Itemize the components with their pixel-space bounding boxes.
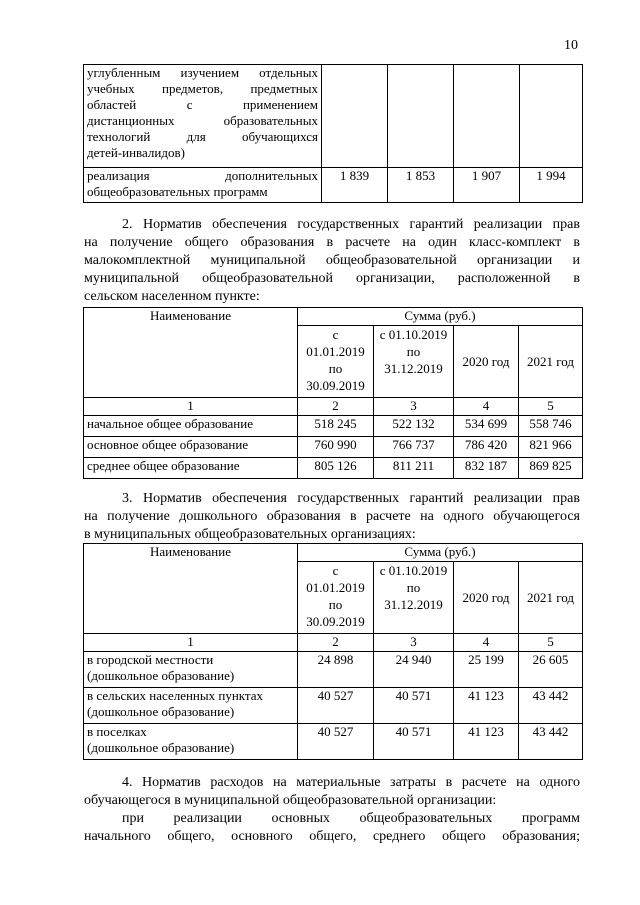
table-row [84,168,583,203]
value-cell [520,65,583,168]
table-row [84,437,583,458]
table-row [84,65,583,168]
row-name-line: общеобразовательных программ [87,184,268,199]
period-line: с [332,327,339,342]
value-cell: 518 245 [298,416,374,437]
section3-paragraph [84,490,580,544]
paragraph-line: малокомплектной муниципальной общеобразовательной организации и [84,253,580,268]
row-name [84,168,322,203]
period3: 2020 год [454,562,519,634]
value-cell: 558 746 [519,416,583,437]
period-line: с 01.10.2019 [379,563,448,578]
header-row [84,544,583,562]
col-number: 5 [519,398,583,416]
row-name-line: (дошкольное образование) [87,740,235,755]
paragraph-line: обучающегося в муниципальной общеобразовательной организации: [84,793,497,808]
row-name: начальное общее образование [84,416,298,437]
value-cell: 40 571 [374,724,454,760]
period1 [298,562,374,634]
col-number: 4 [454,398,519,416]
paragraph-line: при реализации основных общеобразовательных программ [122,811,580,826]
period-line: с 01.10.2019 [379,327,448,342]
value-cell: 43 442 [519,724,583,760]
row-name-line: в городской местности [87,652,214,667]
value-cell: 1 994 [520,168,583,203]
period-line: по [328,361,343,376]
col-number: 2 [298,398,374,416]
table-row [84,652,583,688]
value-cell: 869 825 [519,458,583,479]
paragraph-line: на получение общего образования в расчете на один класс-комплект в [84,235,580,250]
value-cell: 43 442 [519,688,583,724]
col-number: 3 [374,398,454,416]
table-row [84,416,583,437]
col-number: 4 [454,634,519,652]
row-name-line: учебных предметов, предметных [87,81,318,96]
header-row [84,308,583,326]
value-cell: 811 211 [374,458,454,479]
period-line: по [406,344,421,359]
row-name-line: реализация дополнительных [87,168,318,183]
value-cell: 786 420 [454,437,519,458]
value-cell: 40 571 [374,688,454,724]
paragraph-line: 3. Норматив обеспечения государственных гарантий реализации прав [122,491,580,506]
page-number: 10 [564,38,578,53]
period-line: по [406,580,421,595]
period-line: с [332,563,339,578]
header-sum: Сумма (руб.) [298,544,583,562]
column-number-row [84,398,583,416]
column-number-row [84,634,583,652]
value-cell [454,65,520,168]
section4-paragraph [84,774,580,846]
row-name-line: в поселках [87,724,147,739]
section2-paragraph [84,216,580,306]
period-line: 01.01.2019 [306,344,365,359]
period1 [298,326,374,398]
value-cell: 40 527 [298,688,374,724]
row-name-line: (дошкольное образование) [87,668,235,683]
row-name [84,65,322,168]
paragraph-line: муниципальной общеобразовательной организации, расположенной в [84,271,580,286]
col-number: 5 [519,634,583,652]
table-row [84,688,583,724]
period-line: 30.09.2019 [306,378,365,393]
value-cell: 522 132 [374,416,454,437]
row-name: среднее общее образование [84,458,298,479]
row-name-line: детей-инвалидов) [87,145,185,160]
row-name [84,652,298,688]
table-row [84,458,583,479]
period-line: 31.12.2019 [384,597,443,612]
row-name-line: областей с применением [87,97,318,112]
row-name-line: технологий для обучающихся [87,129,318,144]
period4: 2021 год [519,562,583,634]
value-cell: 40 527 [298,724,374,760]
value-cell: 1 853 [388,168,454,203]
value-cell: 766 737 [374,437,454,458]
row-name-line: дистанционных образовательных [87,113,318,128]
header-sum: Сумма (руб.) [298,308,583,326]
paragraph-line: сельском населенном пункте: [84,289,260,304]
value-cell: 24 940 [374,652,454,688]
row-name-line: в сельских населенных пунктах [87,688,264,703]
value-cell: 832 187 [454,458,519,479]
value-cell: 24 898 [298,652,374,688]
row-name [84,688,298,724]
col-number: 1 [84,398,298,416]
row-name-line: углубленным изучением отдельных [87,65,318,80]
period2 [374,326,454,398]
top-table [83,64,583,203]
period-line: 01.01.2019 [306,580,365,595]
paragraph-line: 2. Норматив обеспечения государственных гарантий реализации прав [122,217,580,232]
row-name: основное общее образование [84,437,298,458]
row-name [84,724,298,760]
value-cell: 26 605 [519,652,583,688]
header-name: Наименование [84,308,298,398]
period-line: по [328,597,343,612]
col-number: 3 [374,634,454,652]
paragraph-line: 4. Норматив расходов на материальные затраты в расчете на одного [122,775,580,790]
row-name-line: (дошкольное образование) [87,704,235,719]
header-name: Наименование [84,544,298,634]
period-line: 30.09.2019 [306,614,365,629]
paragraph-line: на получение дошкольного образования в расчете на одного обучающегося [84,509,580,524]
value-cell: 805 126 [298,458,374,479]
value-cell [388,65,454,168]
period-line: 31.12.2019 [384,361,443,376]
section3-table [83,543,583,760]
value-cell: 760 990 [298,437,374,458]
table-row [84,724,583,760]
value-cell: 25 199 [454,652,519,688]
paragraph-line: в муниципальных общеобразовательных организациях: [84,527,416,542]
period2 [374,562,454,634]
period4: 2021 год [519,326,583,398]
value-cell: 41 123 [454,724,519,760]
period3: 2020 год [454,326,519,398]
value-cell: 821 966 [519,437,583,458]
value-cell: 1 839 [322,168,388,203]
paragraph-line: начального общего, основного общего, среднего общего образования; [84,829,580,844]
value-cell: 1 907 [454,168,520,203]
value-cell: 41 123 [454,688,519,724]
value-cell [322,65,388,168]
value-cell: 534 699 [454,416,519,437]
section2-table [83,307,583,479]
col-number: 2 [298,634,374,652]
col-number: 1 [84,634,298,652]
